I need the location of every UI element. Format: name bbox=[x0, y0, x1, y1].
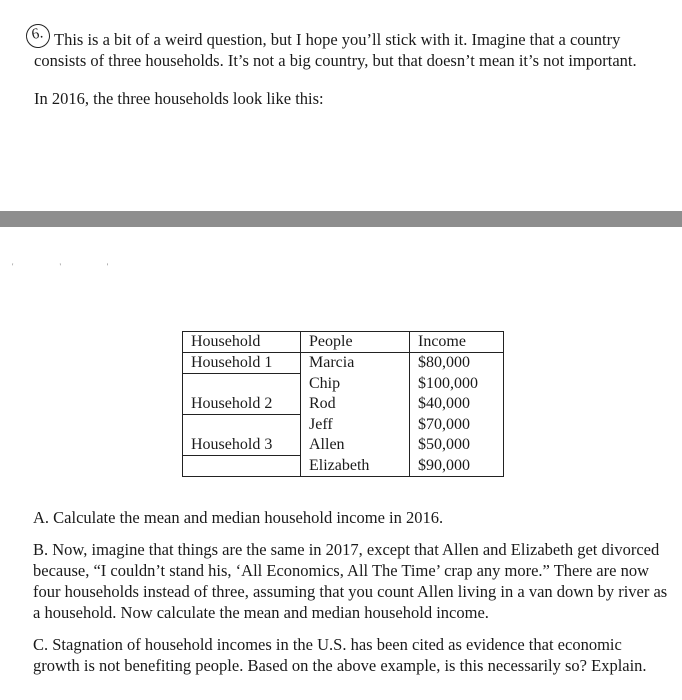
table-row bbox=[183, 435, 504, 456]
question-number: 6. bbox=[30, 25, 45, 43]
cell-income: $90,000 bbox=[410, 456, 504, 477]
part-c-line-2: growth is not benefiting people. Based on the above example, is this necessarily so? Explain. bbox=[33, 656, 647, 675]
part-b-line-1: B. Now, imagine that things are the same in 2017, except that Allen and Elizabeth get divorced bbox=[33, 540, 660, 559]
table-row bbox=[183, 374, 504, 395]
table-row bbox=[183, 394, 504, 415]
cell-income: $50,000 bbox=[410, 435, 504, 456]
cell-income: $100,000 bbox=[410, 374, 504, 395]
table-header-row bbox=[183, 332, 504, 353]
cell-household bbox=[183, 374, 301, 395]
cell-person: Marcia bbox=[301, 353, 410, 374]
table-row bbox=[183, 456, 504, 477]
part-b-line-4: a household. Now calculate the mean and median household income. bbox=[33, 603, 489, 622]
part-b-line-3: four households instead of three, assuming that you count Allen living in a van down by river as bbox=[33, 582, 668, 601]
question-text-line-1: This is a bit of a weird question, but I hope you’ll stick with it. Imagine that a country bbox=[54, 30, 621, 49]
cell-household bbox=[183, 415, 301, 436]
cell-household: Household 3 bbox=[183, 435, 301, 456]
table-row bbox=[183, 353, 504, 374]
question-text-line-2: consists of three households. It’s not a big country, but that doesn’t mean it’s not important. bbox=[34, 51, 637, 70]
cell-income: $80,000 bbox=[410, 353, 504, 374]
question-number-circle bbox=[24, 22, 52, 50]
cell-income: $70,000 bbox=[410, 415, 504, 436]
cell-person: Allen bbox=[301, 435, 410, 456]
question-intro: In 2016, the three households look like this: bbox=[34, 89, 324, 108]
page-divider-bar bbox=[0, 211, 682, 227]
part-b-line-2: because, “I couldn’t stand his, ‘All Economics, All The Time’ crap any more.” There are now bbox=[33, 561, 649, 580]
header-people: People bbox=[301, 332, 410, 353]
cell-household: Household 1 bbox=[183, 353, 301, 374]
cell-person: Jeff bbox=[301, 415, 410, 436]
table-row bbox=[183, 415, 504, 436]
cell-person: Elizabeth bbox=[301, 456, 410, 477]
header-income: Income bbox=[410, 332, 504, 353]
scan-specks: ' ' ' bbox=[12, 262, 131, 271]
part-a-text: A. Calculate the mean and median household income in 2016. bbox=[33, 508, 444, 527]
header-household: Household bbox=[183, 332, 301, 353]
cell-income: $40,000 bbox=[410, 394, 504, 415]
cell-person: Chip bbox=[301, 374, 410, 395]
household-table bbox=[182, 331, 504, 477]
part-c-line-1: C. Stagnation of household incomes in the U.S. has been cited as evidence that economic bbox=[33, 635, 622, 654]
cell-household: Household 2 bbox=[183, 394, 301, 415]
cell-household bbox=[183, 456, 301, 477]
cell-person: Rod bbox=[301, 394, 410, 415]
